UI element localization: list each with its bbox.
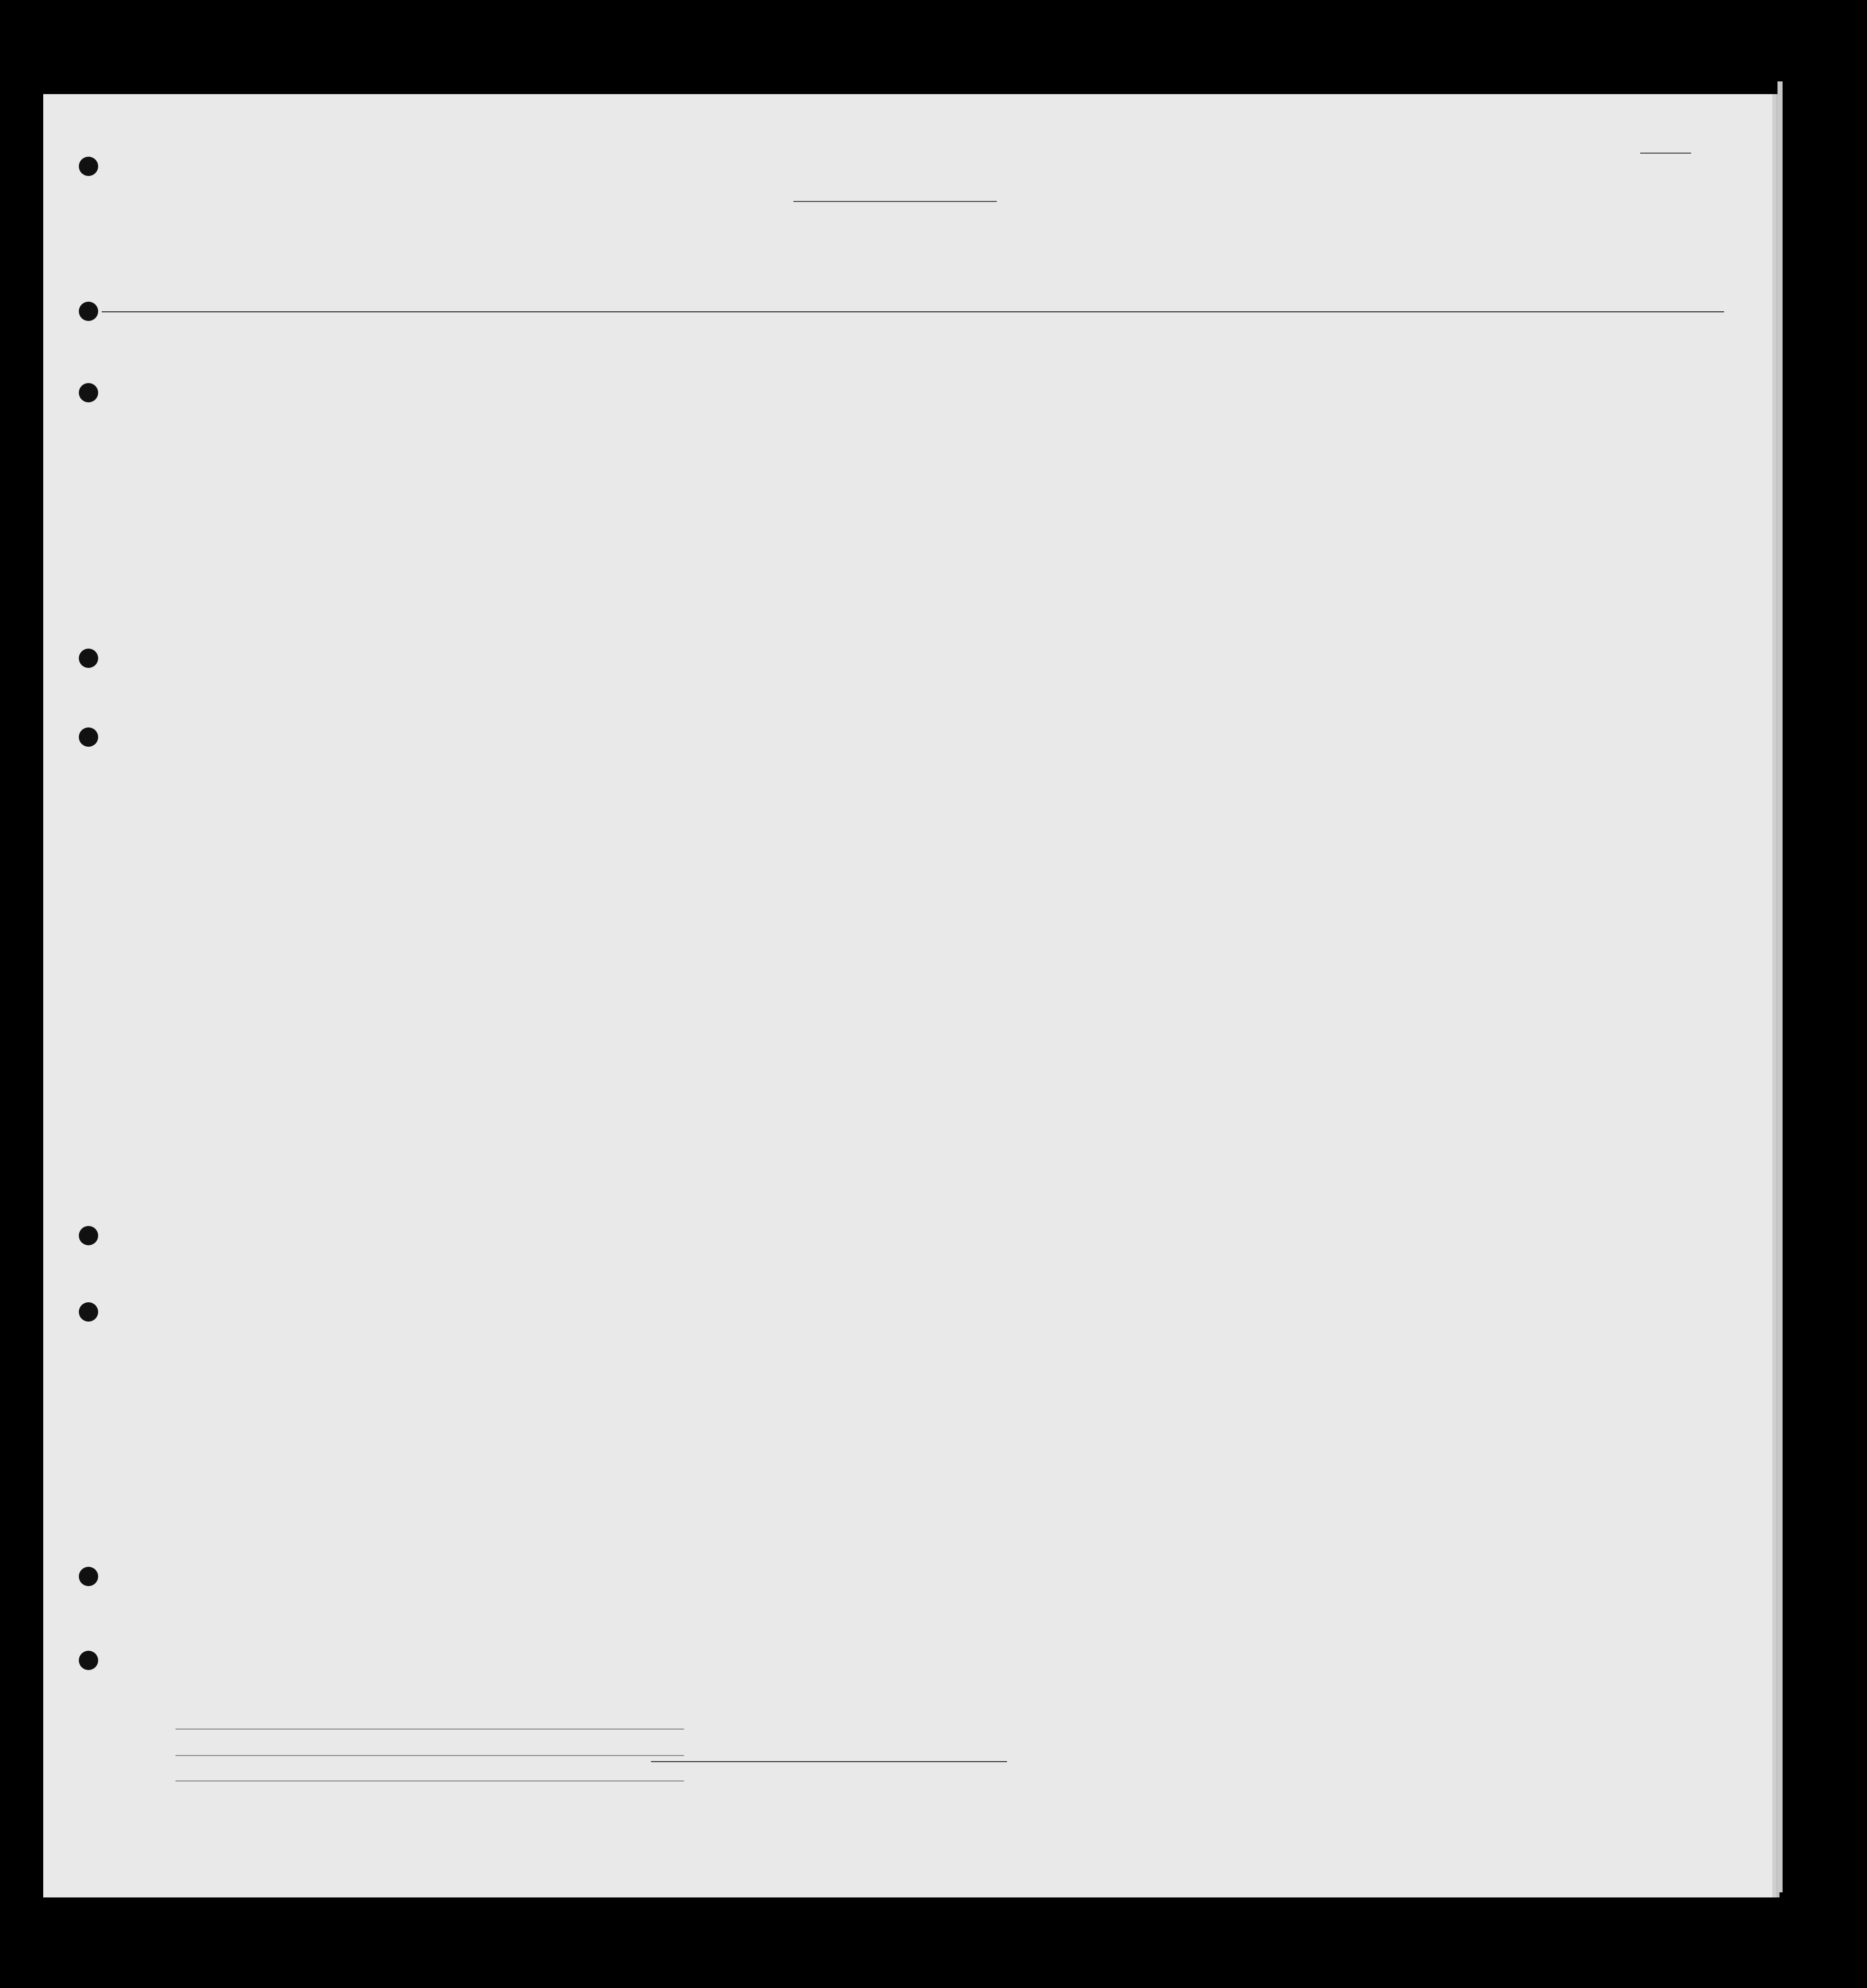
punch-hole: [79, 1302, 98, 1322]
agents-rule: [175, 1780, 684, 1781]
manifest-sheet: [43, 94, 1772, 1897]
title-underline: [793, 201, 997, 202]
punch-hole: [79, 727, 98, 747]
owners-rule: [175, 1755, 684, 1756]
sheet-line: [1640, 153, 1691, 154]
punch-hole: [79, 157, 98, 176]
punch-hole: [79, 1567, 98, 1586]
inspector-rule: [651, 1761, 1007, 1762]
punch-hole: [79, 1651, 98, 1670]
punch-hole: [79, 302, 98, 321]
page-edge: [1777, 81, 1783, 1892]
punch-hole: [79, 1226, 98, 1245]
punch-hole: [79, 383, 98, 402]
line-rule: [175, 1729, 684, 1730]
vessel-baseline: [102, 311, 1724, 312]
punch-hole: [79, 649, 98, 668]
